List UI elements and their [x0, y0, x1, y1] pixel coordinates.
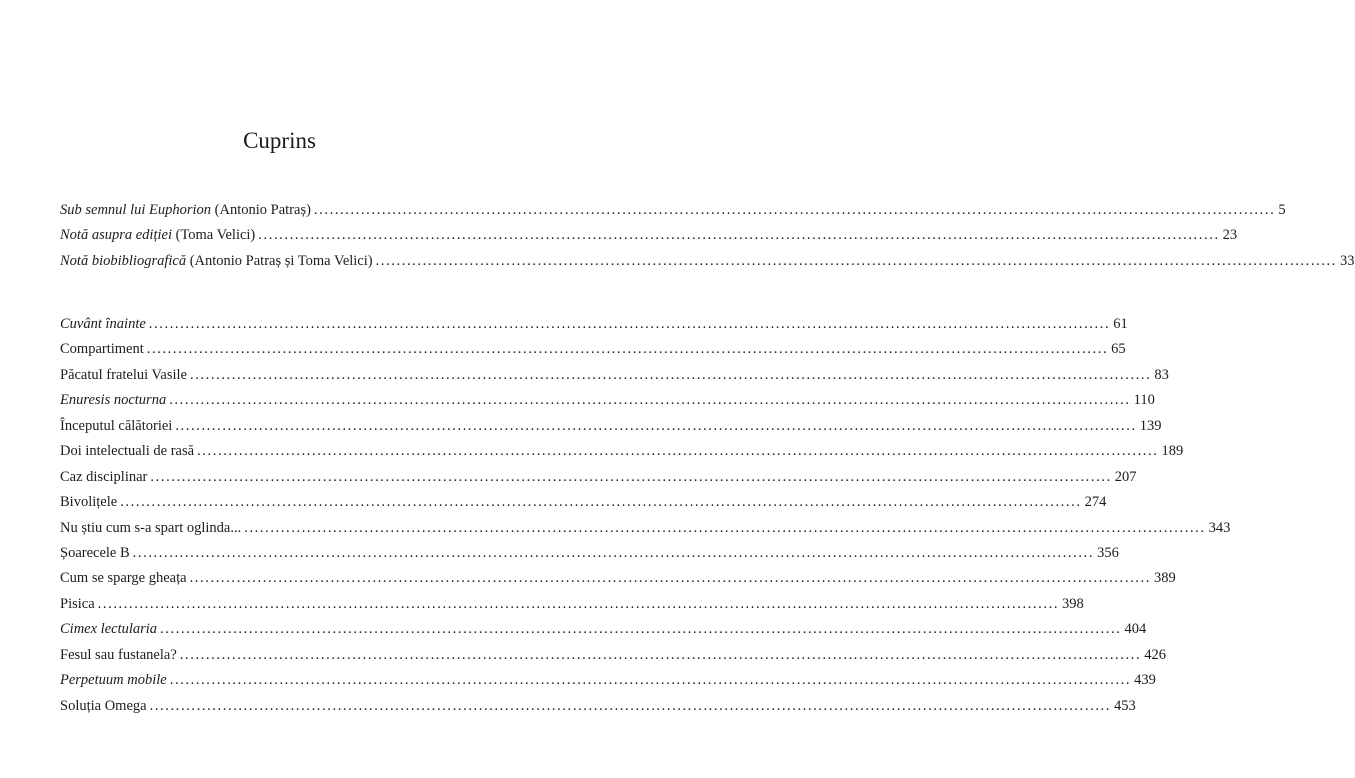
toc-entry-title: [60, 227, 255, 244]
toc-entry-page-number: 274: [1084, 494, 1107, 511]
toc-entry-title-plain: Cum se sparge gheața: [60, 570, 187, 587]
toc-entry: [60, 417, 1162, 443]
page-title: Cuprins: [243, 128, 316, 153]
toc-entry-title-italic: Perpetuum mobile: [60, 672, 167, 689]
toc-entry-page-number: 110: [1133, 392, 1155, 409]
dot-leader: ........................................................................................................................................................................................: [120, 494, 1082, 511]
toc-entry: [60, 341, 1126, 366]
toc-entry-page-number: 389: [1153, 570, 1176, 587]
toc-entry-page-number: 139: [1139, 417, 1162, 434]
dot-leader: ........................................................................................................................................................................................: [150, 468, 1112, 485]
toc-entry: [60, 672, 1156, 697]
toc-entry: [60, 570, 1176, 595]
toc-entry: [60, 443, 1184, 468]
dot-leader: ........................................................................................................................................................................................: [169, 392, 1131, 409]
toc-entry-page-number: 61: [1113, 316, 1128, 332]
toc-entry-title-italic: Enuresis nocturna: [60, 392, 167, 409]
toc-entry-title-plain: Soluția Omega: [60, 697, 147, 714]
dot-leader: ........................................................................................................................................................................................: [179, 646, 1142, 663]
toc-entry-page-number: 404: [1124, 621, 1147, 638]
toc-entry-page-number: 33: [1340, 252, 1355, 269]
toc-entry-title: [60, 418, 172, 435]
toc-entry-title: [60, 570, 187, 587]
dot-leader: ........................................................................................................................................................................................: [189, 366, 1152, 383]
dot-leader: ........................................................................................................................................................................................: [149, 697, 1111, 714]
dot-leader: ........................................................................................................................................................................................: [189, 570, 1151, 587]
toc-entry-title: [60, 545, 130, 562]
dot-leader: ........................................................................................................................................................................................: [148, 316, 1111, 332]
toc-entry-title-italic: Sub semnul lui Euphorion: [60, 202, 212, 218]
toc-entry-title: [60, 341, 144, 358]
toc-entry-title: [60, 621, 157, 638]
toc-entry-title: [60, 392, 166, 409]
toc-entry-title: [60, 443, 194, 460]
front-matter-list: [60, 202, 1355, 278]
toc-entry: [60, 646, 1166, 672]
toc-entry-title-plain: (Antonio Patraș): [211, 202, 311, 218]
toc-entry-page-number: 5: [1278, 202, 1286, 218]
toc-entry-title: [60, 367, 187, 384]
toc-entry: [60, 468, 1137, 494]
toc-entry-page-number: 189: [1161, 443, 1184, 460]
toc-entry: [60, 316, 1128, 341]
dot-leader: ........................................................................................................................................................................................: [169, 672, 1132, 689]
toc-entry-title: [60, 672, 167, 689]
dot-leader: ........................................................................................................................................................................................: [132, 544, 1095, 561]
toc-entry-title-italic: Cimex lectularia: [60, 621, 158, 638]
toc-entry-title-plain: Doi intelectuali de rasă: [60, 443, 195, 460]
toc-entry: [60, 202, 1286, 227]
toc-entry-title: [60, 316, 146, 333]
dot-leader: ........................................................................................................................................................................................: [175, 417, 1137, 434]
toc-entry-title: [60, 647, 177, 664]
dot-leader: ........................................................................................................................................................................................: [313, 202, 1276, 218]
toc-entry-title-plain: Bivolițele: [60, 494, 118, 511]
toc-entry-title-plain: Caz disciplinar: [60, 468, 148, 485]
toc-entry: [60, 252, 1355, 278]
toc-entry: [60, 595, 1084, 621]
toc-entry-title: [60, 520, 241, 537]
toc-entry-page-number: 398: [1062, 595, 1084, 612]
toc-entry-title-plain: Nu știu cum s-a spart oglinda...: [60, 519, 242, 536]
dot-leader: ........................................................................................................................................................................................: [258, 227, 1220, 244]
toc-entry: [60, 544, 1119, 570]
toc-entry: [60, 519, 1231, 545]
toc-entry-title-plain: Pisica: [60, 595, 95, 612]
dot-leader: ........................................................................................................................................................................................: [197, 443, 1159, 460]
dot-leader: ........................................................................................................................................................................................: [146, 341, 1109, 358]
dot-leader: ........................................................................................................................................................................................: [244, 519, 1206, 536]
toc-entry: [60, 494, 1107, 519]
toc-entry-title-plain: Șoarecele B: [60, 544, 130, 561]
toc-entry: [60, 366, 1169, 392]
toc-entry: [60, 392, 1155, 417]
toc-entry-title-italic: Notă biobibliografică: [60, 252, 187, 269]
toc-entry-title: [60, 596, 95, 613]
toc-entry: [60, 621, 1147, 646]
toc-entry-page-number: 356: [1097, 544, 1119, 561]
toc-entry-title-plain: Compartiment: [60, 341, 144, 358]
toc-entry-page-number: 439: [1134, 672, 1156, 689]
dot-leader: ........................................................................................................................................................................................: [97, 595, 1060, 612]
toc-entry-title-plain: Fesul sau fustanela?: [60, 646, 177, 663]
toc-entry: [60, 697, 1136, 723]
toc-entry-title-italic: Cuvânt înainte: [60, 316, 146, 332]
toc-entry-title-plain: (Toma Velici): [171, 227, 256, 244]
toc-entry-title: [60, 469, 147, 486]
toc-entry: [60, 227, 1238, 252]
toc-entry-title-plain: Începutul călătoriei: [60, 417, 173, 434]
toc-entry-title-italic: Notă asupra ediției: [60, 227, 172, 244]
toc-entry-page-number: 426: [1144, 646, 1166, 663]
toc-entry-page-number: 65: [1111, 341, 1126, 358]
toc-entry-page-number: 207: [1114, 468, 1137, 485]
toc-entry-title-plain: (Antonio Patraș și Toma Velici): [186, 252, 373, 269]
toc-entry-page-number: 23: [1222, 227, 1238, 244]
toc-entry-title: [60, 698, 147, 715]
toc-entry-page-number: 83: [1154, 366, 1169, 383]
chapter-list: [60, 316, 1231, 723]
toc-entry-page-number: 453: [1114, 697, 1136, 714]
toc-entry-title: [60, 202, 311, 219]
toc-entry-title: [60, 253, 373, 270]
toc-entry-title: [60, 494, 117, 511]
toc-entry-page-number: 343: [1208, 519, 1231, 536]
toc-entry-title-plain: Păcatul fratelui Vasile: [60, 366, 187, 383]
dot-leader: ........................................................................................................................................................................................: [375, 252, 1338, 269]
dot-leader: ........................................................................................................................................................................................: [160, 621, 1122, 638]
